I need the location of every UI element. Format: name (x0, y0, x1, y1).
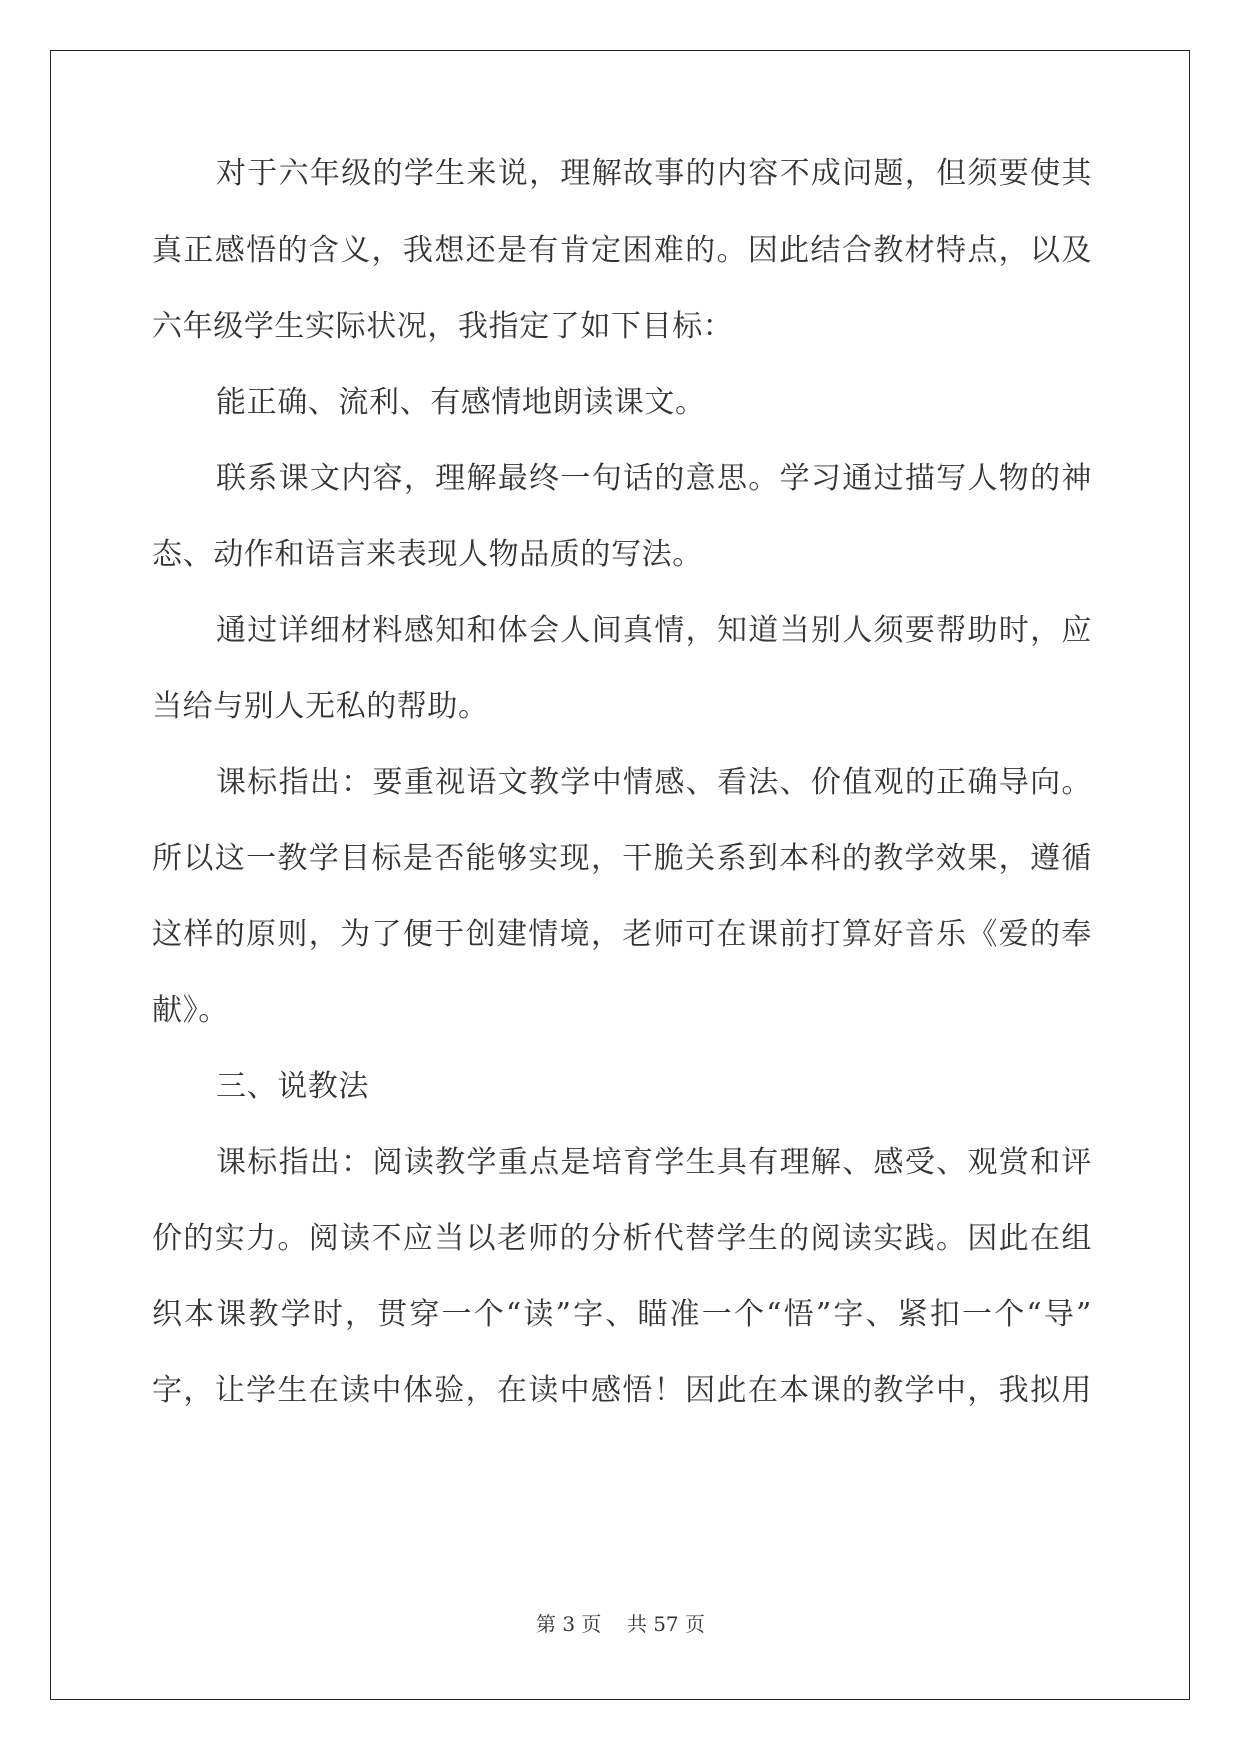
section-heading: 三、说教法 (216, 1069, 369, 1104)
paragraph-line: 态、动作和语言来表现人物品质的写法。 (152, 537, 703, 572)
paragraph-line: 课标指出：阅读教学重点是培育学生具有理解、感受、观赏和评 (216, 1145, 1092, 1180)
paragraph-line: 这样的原则，为了便于创建情境，老师可在课前打算好音乐《爱的奉 (152, 917, 1092, 952)
paragraph-line: 通过详细材料感知和体会人间真情，知道当别人须要帮助时，应 (216, 613, 1092, 648)
page-footer (0, 1608, 1241, 1637)
page-number: 第 3 页 共 57 页 (535, 1612, 706, 1636)
paragraph-line: 价的实力。阅读不应当以老师的分析代替学生的阅读实践。因此在组 (152, 1221, 1092, 1256)
paragraph-line: 所以这一教学目标是否能够实现，干脆关系到本科的教学效果，遵循 (152, 841, 1092, 876)
paragraph-line: 献》。 (152, 993, 229, 1028)
paragraph-line: 当给与别人无私的帮助。 (152, 689, 489, 724)
paragraph-line: 能正确、流利、有感情地朗读课文。 (216, 385, 706, 420)
paragraph-line: 字，让学生在读中体验，在读中感悟！因此在本课的教学中，我拟用 (152, 1373, 1092, 1408)
paragraph-line: 课标指出：要重视语文教学中情感、看法、价值观的正确导向。 (216, 765, 1092, 800)
paragraph-line: 对于六年级的学生来说，理解故事的内容不成问题，但须要使其 (216, 156, 1092, 191)
paragraph-line: 织本课教学时，贯穿一个“读”字、瞄准一个“悟”字、紧扣一个“导” (152, 1297, 1092, 1332)
paragraph-line: 真正感悟的含义，我想还是有肯定困难的。因此结合教材特点，以及 (152, 233, 1092, 268)
paragraph-line: 六年级学生实际状况，我指定了如下目标： (152, 309, 734, 344)
paragraph-line: 联系课文内容，理解最终一句话的意思。学习通过描写人物的神 (216, 461, 1092, 496)
